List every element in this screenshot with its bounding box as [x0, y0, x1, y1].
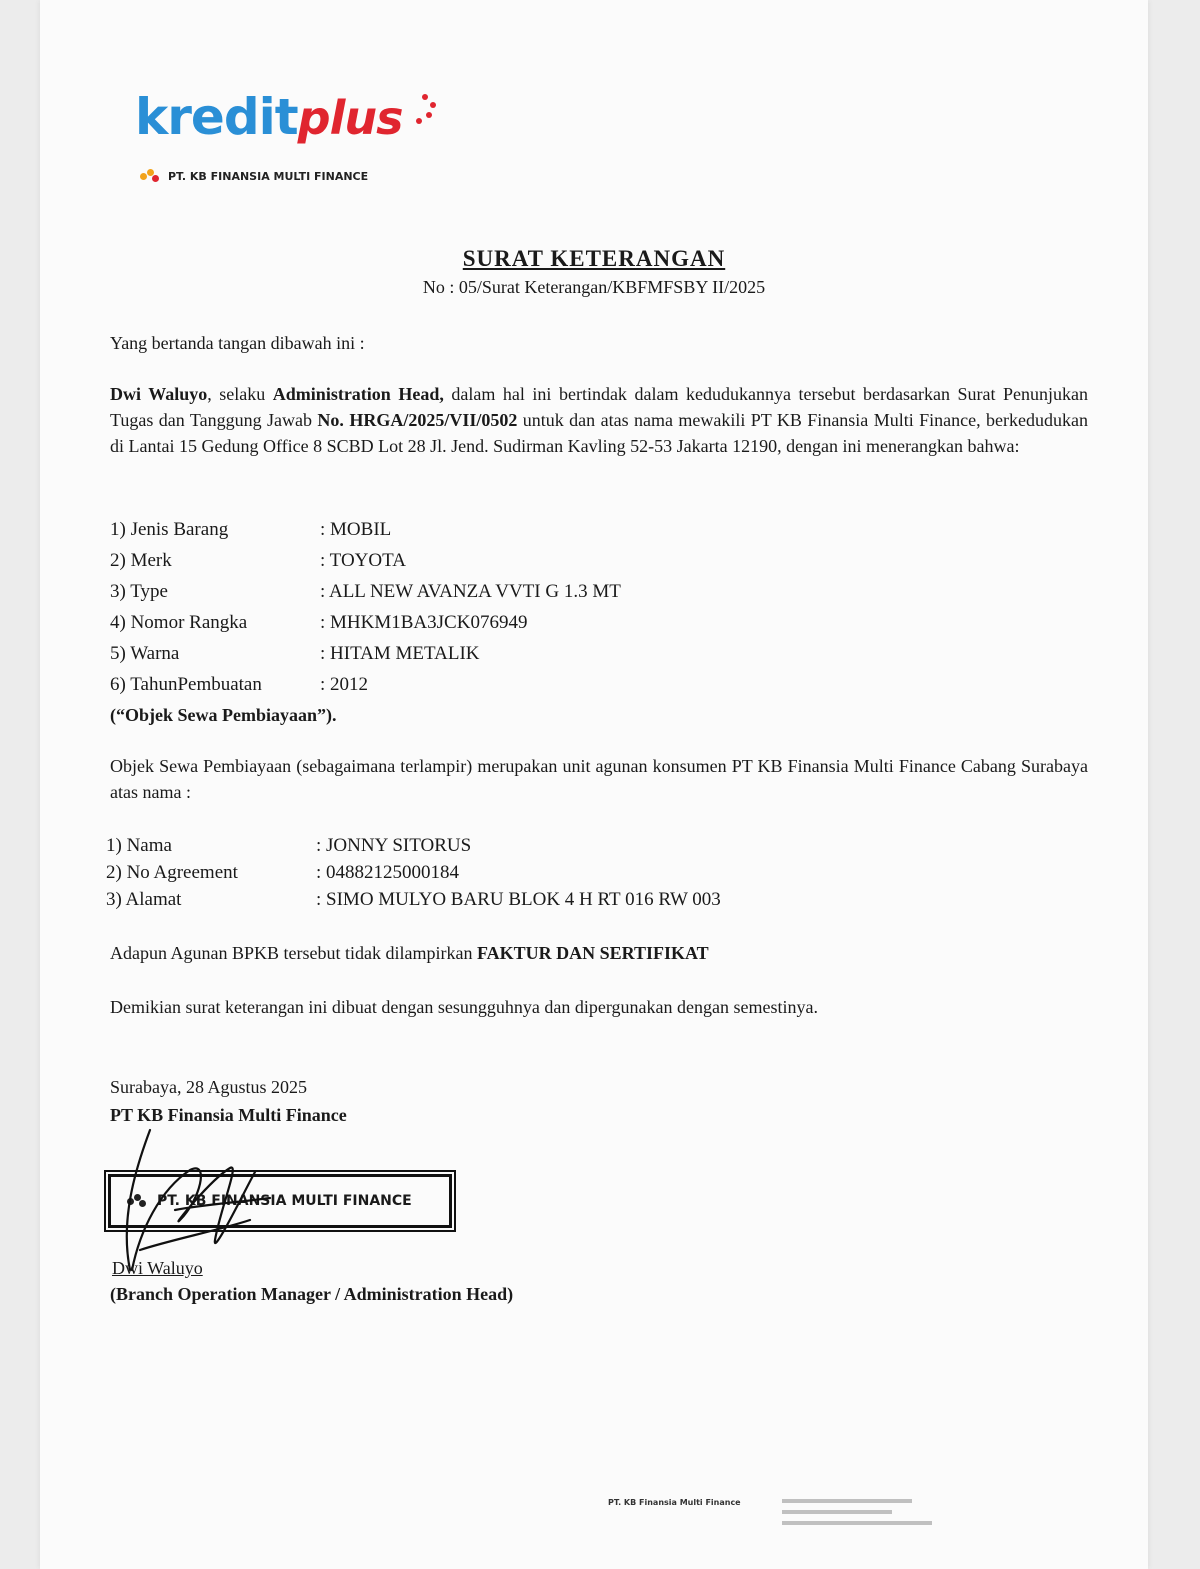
document-number: No : 05/Surat Keterangan/KBFMFSBY II/2025 [422, 277, 766, 297]
closing-text: Demikian surat keterangan ini dibuat dengan sesungguhnya dan dipergunakan dengan semestinya. [110, 997, 818, 1017]
item-value: : 2012 [320, 673, 369, 695]
item-value: : TOYOTA [320, 549, 406, 571]
item-label: 2) Merk [110, 549, 172, 571]
vehicle-row [110, 576, 621, 607]
consumer-row [106, 859, 721, 886]
footer-company: PT. KB Finansia Multi Finance [608, 1498, 741, 1507]
consumer-row [106, 832, 721, 859]
consumer-value: : 04882125000184 [316, 861, 460, 883]
vehicle-row [110, 607, 621, 638]
consumer-value: : SIMO MULYO BARU BLOK 4 H RT 016 RW 003 [316, 888, 721, 910]
declarant-role: Administration Head, [272, 384, 444, 404]
paragraph-declarant [110, 381, 1088, 459]
vehicle-row [110, 638, 621, 669]
intro-text: Yang bertanda tangan dibawah ini : [110, 333, 365, 353]
paragraph-collateral: Objek Sewa Pembiayaan (sebagaimana terlampir) merupakan unit agunan konsumen PT KB Finansia Multi Finance Cabang Surabaya atas nama : [110, 756, 1088, 802]
document-title: SURAT KETERANGAN [462, 246, 726, 271]
vehicle-row [110, 545, 621, 576]
signing-company: PT KB Finansia Multi Finance [110, 1105, 347, 1125]
signer-title: (Branch Operation Manager / Administration Head) [110, 1284, 514, 1304]
kreditplus-logo [135, 88, 403, 146]
kb-logo-icon [140, 169, 162, 183]
declarant-name: Dwi Waluyo [110, 384, 208, 404]
consumer-row [106, 886, 721, 913]
logo-kredit: kredit [135, 88, 298, 146]
item-label: 5) Warna [110, 642, 180, 664]
item-label: 4) Nomor Rangka [110, 611, 248, 633]
assignment-reference: No. HRGA/2025/VII/0502 [317, 410, 518, 430]
item-value: : MHKM1BA3JCK076949 [320, 611, 528, 633]
document-page [40, 0, 1148, 1569]
consumer-label: 2) No Agreement [106, 861, 238, 883]
item-label: 6) TahunPembuatan [110, 673, 262, 695]
place-date: Surabaya, 28 Agustus 2025 [110, 1077, 307, 1097]
item-value: : MOBIL [320, 518, 392, 540]
logo-plus: plus [297, 91, 403, 145]
para1-text-2: dalam hal ini bertindak dalam kedudukannya tersebut berdasarkan Surat Penunjukan Tugas dan Tanggung Jawab [110, 384, 1089, 430]
stamp-text: PT. KB FINANSIA MULTI FINANCE [157, 1193, 412, 1209]
company-name: PT. KB FINANSIA MULTI FINANCE [168, 169, 369, 183]
item-value: : HITAM METALIK [320, 642, 480, 664]
footer-address-smudge [782, 1496, 982, 1525]
para1-text-1: , selaku [207, 384, 273, 404]
bpkb-emphasis: FAKTUR DAN SERTIFIKAT [476, 943, 709, 963]
bpkb-text: Adapun Agunan BPKB tersebut tidak dilampirkan [110, 943, 477, 963]
consumer-value: : JONNY SITORUS [316, 834, 472, 856]
company-subtitle [140, 168, 368, 184]
signer-name: Dwi Waluyo [112, 1258, 203, 1278]
paragraph-bpkb [110, 940, 709, 966]
item-label: 3) Type [110, 580, 168, 602]
vehicle-row [110, 669, 621, 700]
logo-dots-icon [408, 92, 448, 132]
vehicle-row [110, 514, 621, 545]
consumer-label: 3) Alamat [106, 888, 182, 910]
vehicle-details [110, 514, 621, 700]
consumer-label: 1) Nama [106, 834, 172, 856]
consumer-details [106, 832, 721, 913]
item-value: : ALL NEW AVANZA VVTI G 1.3 MT [320, 580, 621, 602]
item-label: 1) Jenis Barang [110, 518, 229, 540]
object-label: (“Objek Sewa Pembiayaan”). [110, 705, 337, 725]
para1-text-3: untuk dan atas nama mewakili PT KB Finansia Multi Finance, berkedudukan di Lantai 15 Gedung Office 8 SCBD Lot 28 Jl. Jend. Sudirman Kavling 52-53 Jakarta 12190, dengan ini menerangkan bahwa: [110, 410, 1088, 456]
